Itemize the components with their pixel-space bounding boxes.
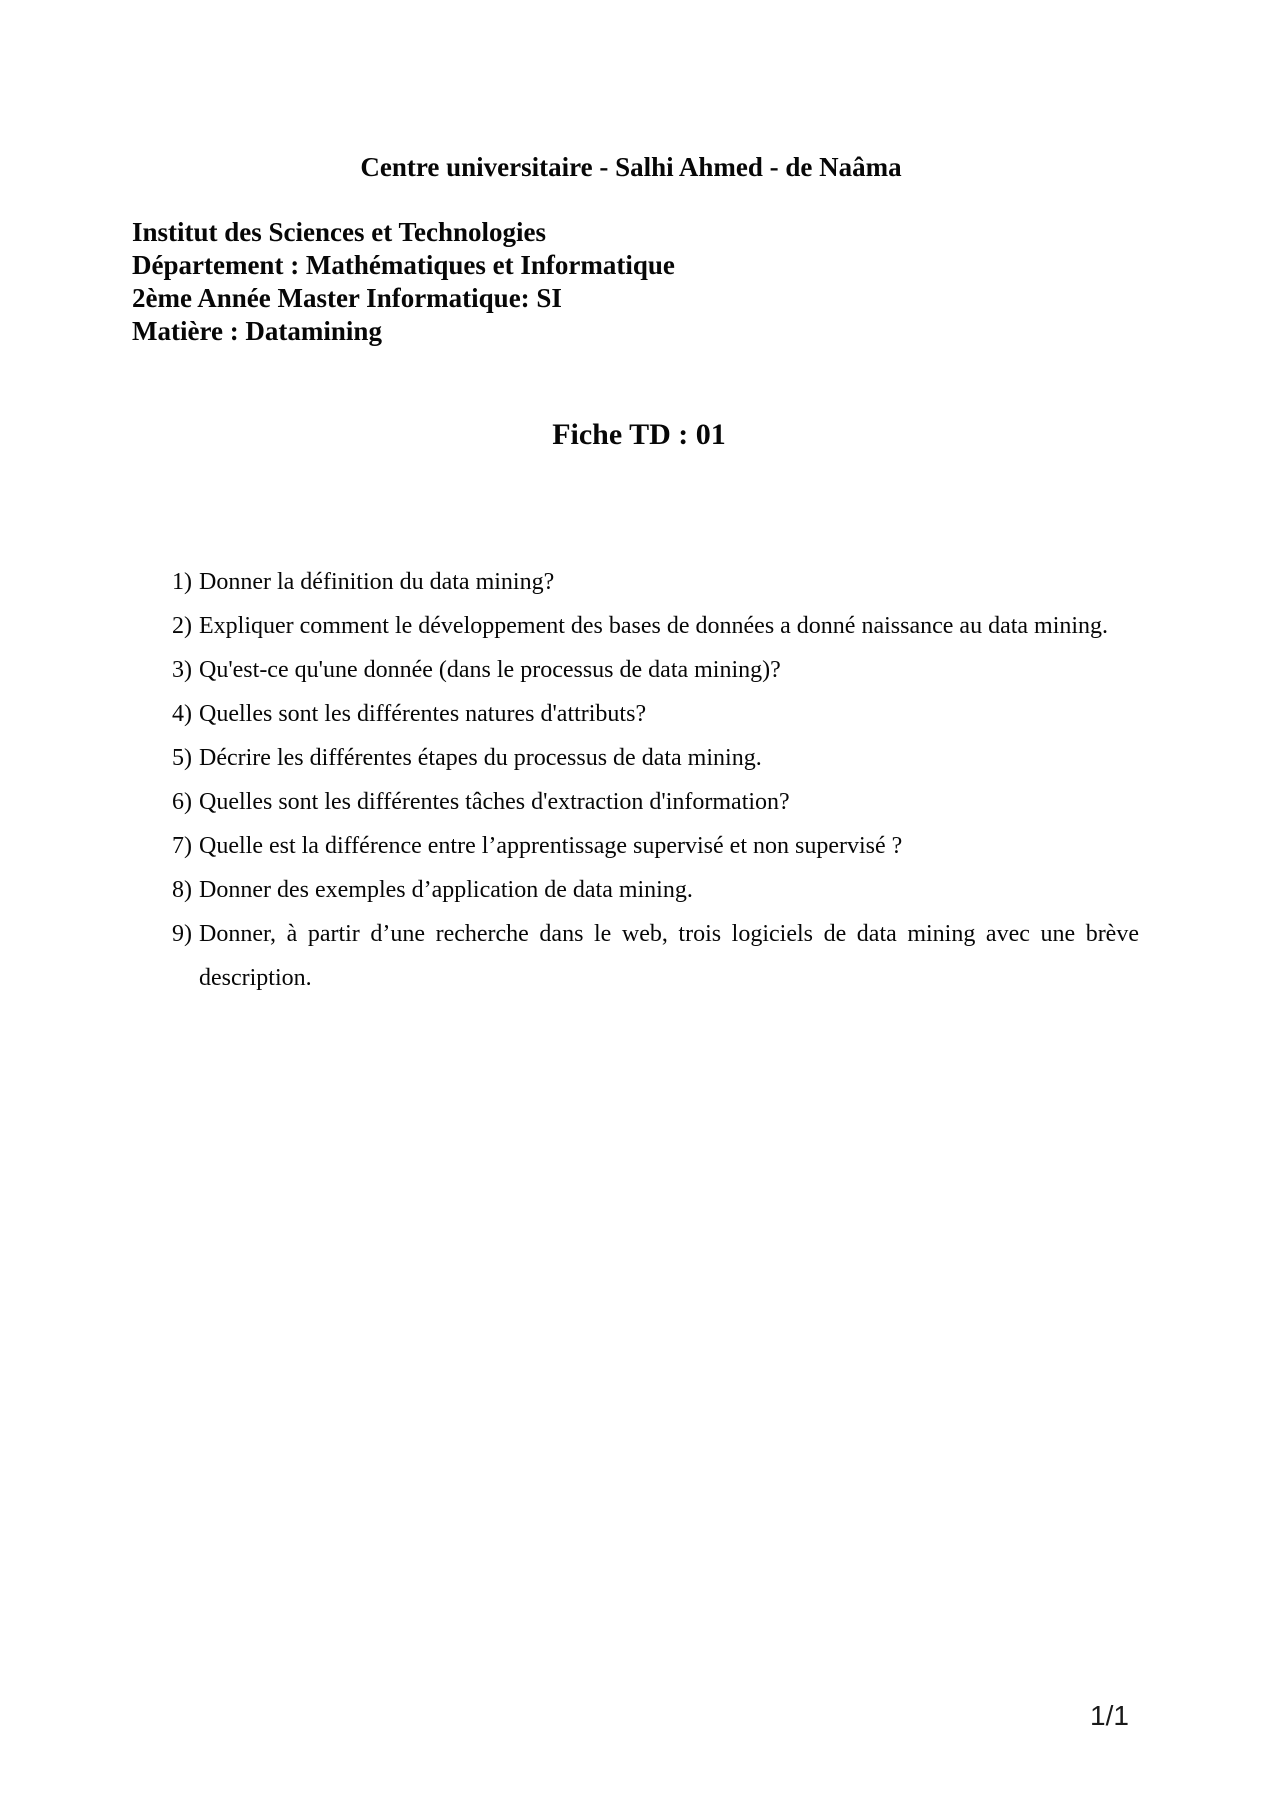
question-item [172, 560, 1139, 604]
question-text: Donner, à partir d’une recherche dans le web, trois logiciels de data mining avec une brève description. [199, 921, 1139, 991]
question-number: 3) [172, 657, 192, 683]
question-text: Quelles sont les différentes tâches d'extraction d'information? [199, 789, 790, 815]
question-item [172, 604, 1139, 648]
year-line: 2ème Année Master Informatique: SI [132, 283, 562, 313]
question-item [172, 912, 1139, 1000]
question-text: Quelle est la différence entre l’apprentissage supervisé et non supervisé ? [199, 833, 903, 859]
question-text: Qu'est-ce qu'une donnée (dans le processus de data mining)? [199, 657, 781, 683]
question-item [172, 692, 1139, 736]
university-title: Centre universitaire - Salhi Ahmed - de Naâma [360, 152, 902, 182]
question-item [172, 780, 1139, 824]
question-list [172, 560, 1139, 1000]
question-text: Donner la définition du data mining? [199, 569, 555, 595]
question-item [172, 736, 1139, 780]
question-item [172, 868, 1139, 912]
sheet-title: Fiche TD : 01 [552, 418, 726, 451]
question-text: Expliquer comment le développement des bases de données a donné naissance au data mining. [199, 613, 1109, 639]
question-number: 8) [172, 877, 192, 903]
page-number: 1/1 [1090, 1700, 1129, 1731]
question-number: 7) [172, 833, 192, 859]
question-text: Donner des exemples d’application de data mining. [199, 877, 693, 903]
question-number: 6) [172, 789, 192, 815]
institute-line: Institut des Sciences et Technologies [132, 217, 547, 247]
question-text: Décrire les différentes étapes du processus de data mining. [199, 745, 762, 771]
question-number: 9) [172, 921, 192, 947]
question-number: 2) [172, 613, 192, 639]
department-line: Département : Mathématiques et Informatique [132, 250, 675, 280]
question-text: Quelles sont les différentes natures d'attributs? [199, 701, 647, 727]
course-info-block [132, 216, 675, 348]
question-item [172, 648, 1139, 692]
question-item [172, 824, 1139, 868]
question-number: 4) [172, 701, 192, 727]
subject-line: Matière : Datamining [132, 316, 382, 346]
question-number: 1) [172, 569, 192, 595]
question-number: 5) [172, 745, 192, 771]
